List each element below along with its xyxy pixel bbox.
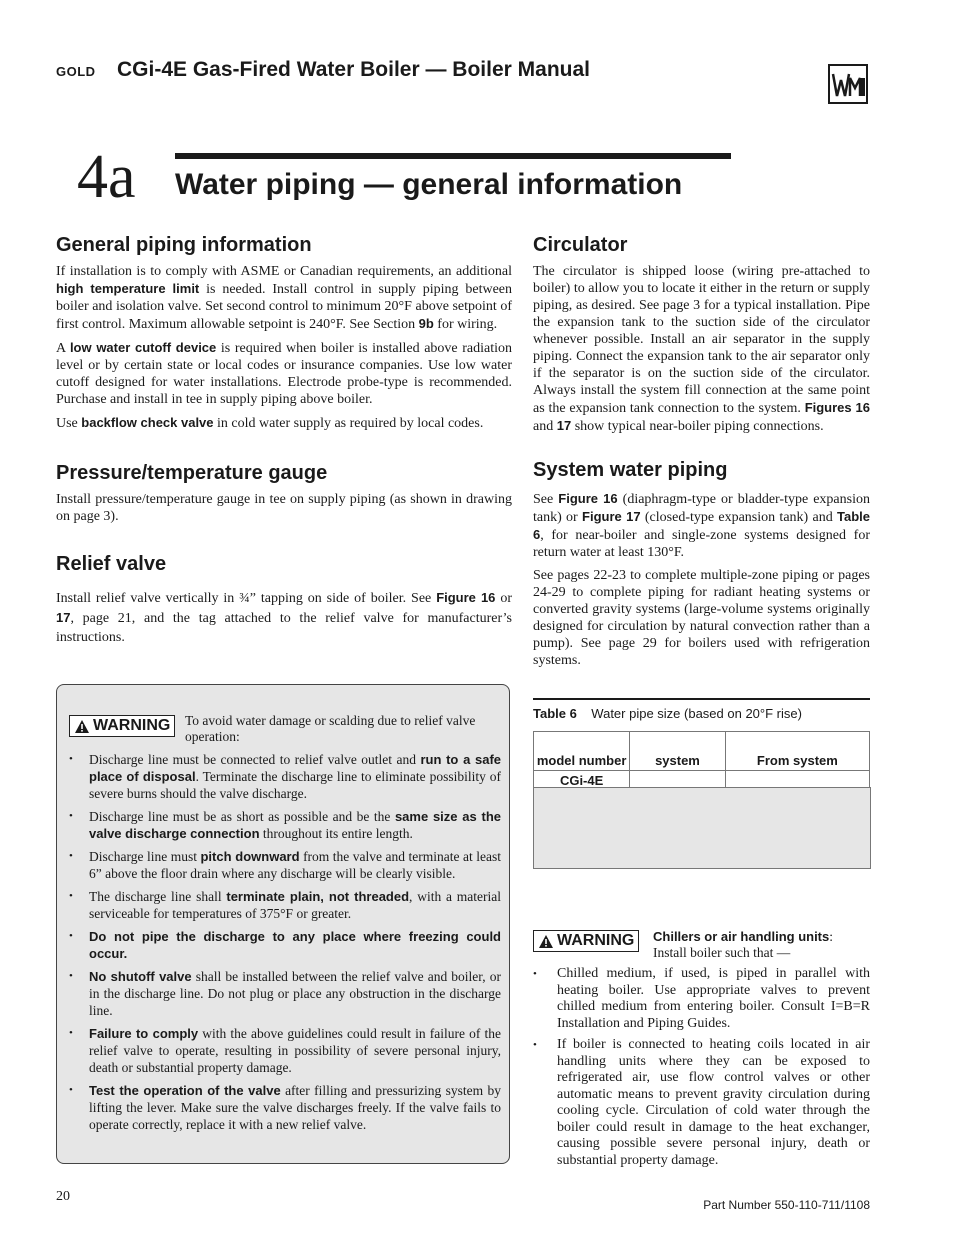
- chiller-warning-list: [533, 966, 870, 1174]
- table-cell: CGi-4E: [534, 771, 630, 790]
- section-title: Water piping — general information: [175, 168, 683, 201]
- left-column: [56, 234, 512, 653]
- circulator-para: The circulator is shipped loose (wiring pre-attached to boiler) to allow you to locate it either in the return or supply piping, as desired. See page 3 for a typical installation. Pipe the expansion tank to the suction side of the circulator whenever possible. Install an air separator in the supply piping. Connect the expansion tank to the air separator only if the separator is on the suction side of the circulator. Always install the system fill connection at the same point as the expansion tank connection to the system. Figures 16 and 17 show typical near-boiler piping connections.: [533, 264, 870, 434]
- page-number: 20: [56, 1189, 70, 1204]
- general-para-3: Use backflow check valve in cold water supply as required by local codes.: [56, 415, 484, 431]
- list-item: • No shutoff valve shall be installed between the relief valve and boiler, or in the discharge line. Do not plug or place any obstruction in the discharge line.: [67, 968, 501, 1019]
- brand-gold: GOLD: [56, 64, 96, 79]
- relief-para: Install relief valve vertically in ¾” tapping on side of boiler. See Figure 16 or 17, page 21, and the tag attached to the relief valve for manufacturer’s instructions.: [56, 590, 512, 645]
- section-number: 4a: [77, 143, 136, 211]
- table-header: system: [630, 732, 726, 771]
- general-heading: General piping information: [56, 234, 312, 256]
- list-item: • Discharge line must be connected to relief valve outlet and run to a safe place of disposal. Terminate the discharge line to eliminate possibility of severe burns should the valve discharge.: [67, 751, 501, 802]
- list-item: • Do not pipe the discharge to any place where freezing could occur.: [67, 928, 501, 962]
- list-item: • Chilled medium, if used, is piped in parallel with heating boiler. Use appropriate valves to prevent chilled medium from entering boiler. Consult I=B=R Installation and Piping Guides.: [533, 966, 870, 1032]
- general-para-2: A low water cutoff device is required when boiler is installed above radiation level or by certain state or local codes or insurance companies. Use low water cutoff designed for water installations. Electrode probe-type is recommended. Purchase and install in tee in supply piping above boiler.: [56, 340, 512, 407]
- system-heading: System water piping: [533, 459, 728, 481]
- relief-valve-warning-box: [56, 684, 510, 1164]
- water-pipe-size-table: [533, 731, 870, 790]
- table-header: From system: [725, 732, 869, 771]
- list-item: • The discharge line shall terminate plain, not threaded, with a material serviceable for temperatures of 375°F or greater.: [67, 888, 501, 922]
- circulator-heading: Circulator: [533, 234, 628, 256]
- gauge-heading: Pressure/temperature gauge: [56, 462, 328, 484]
- list-item: • Discharge line must pitch downward from the valve and terminate at least 6” above the floor drain where any discharge will be clearly visible.: [67, 848, 501, 882]
- list-item: • Discharge line must be as short as possible and be the same size as the valve discharge connection throughout its entire length.: [67, 808, 501, 842]
- warning-list: [67, 751, 501, 1139]
- table-rule: [533, 698, 870, 700]
- chiller-warning-intro: Chillers or air handling units: Install boiler such that —: [653, 929, 834, 960]
- relief-heading: Relief valve: [56, 553, 167, 575]
- general-para-1: If installation is to comply with ASME or Canadian requirements, an additional high temperature limit is needed. Install control in supply piping between boiler and isolation valve. Set second control to minimum 20°F above setpoint of first control. Maximum allowable setpoint is 240°F. See Section 9b for wiring.: [56, 264, 512, 332]
- warning-triangle-icon: [538, 934, 554, 949]
- weil-mclain-logo-icon: [828, 64, 868, 104]
- warning-badge: WARNING: [533, 930, 639, 952]
- table-empty-body: [533, 787, 871, 869]
- part-number: Part Number 550-110-711/1108: [703, 1198, 870, 1212]
- warning-badge: WARNING: [69, 715, 175, 737]
- warning-triangle-icon: [74, 719, 90, 734]
- table-caption: Table 6 Water pipe size (based on 20°F rise): [533, 706, 802, 721]
- system-para-1: See Figure 16 (diaphragm-type or bladder-type expansion tank) or Figure 17 (closed-type expansion tank) and Table 6, for near-boiler and single-zone systems designed for return water at least 130°F.: [533, 491, 870, 560]
- table-header: model number: [534, 732, 630, 771]
- manual-title: CGi-4E Gas-Fired Water Boiler — Boiler Manual: [117, 58, 590, 81]
- list-item: • Test the operation of the valve after filling and pressurizing system by lifting the lever. Make sure the valve discharges freely. If the valve fails to operate correctly, replace it with a new relief valve.: [67, 1082, 501, 1133]
- right-column: [533, 234, 870, 675]
- section-rule: [175, 153, 731, 159]
- warning-intro: To avoid water damage or scalding due to relief valve operation:: [185, 713, 476, 744]
- list-item: • If boiler is connected to heating coils located in air handling units where they can be exposed to refrigerated air, use flow control valves or other automatic means to prevent gravity circulation during cooling cycle. Circulation of cold water through the boiler could result in damage to the heat exchanger, causing possible severe personal injury, death or substantial property damage.: [533, 1037, 870, 1169]
- gauge-para: Install pressure/temperature gauge in tee on supply piping (as shown in drawing on page 3).: [56, 492, 512, 524]
- system-para-2: See pages 22-23 to complete multiple-zone piping or pages 24-29 to complete piping for radiant heating systems or converted gravity systems (large-volume systems originally designed for circulation by natural convection rather than a pump). See page 29 for boilers used with refrigeration systems.: [533, 568, 870, 668]
- list-item: • Failure to comply with the above guidelines could result in failure of the relief valve to operate, resulting in possibility of severe personal injury, death or substantial property damage.: [67, 1025, 501, 1076]
